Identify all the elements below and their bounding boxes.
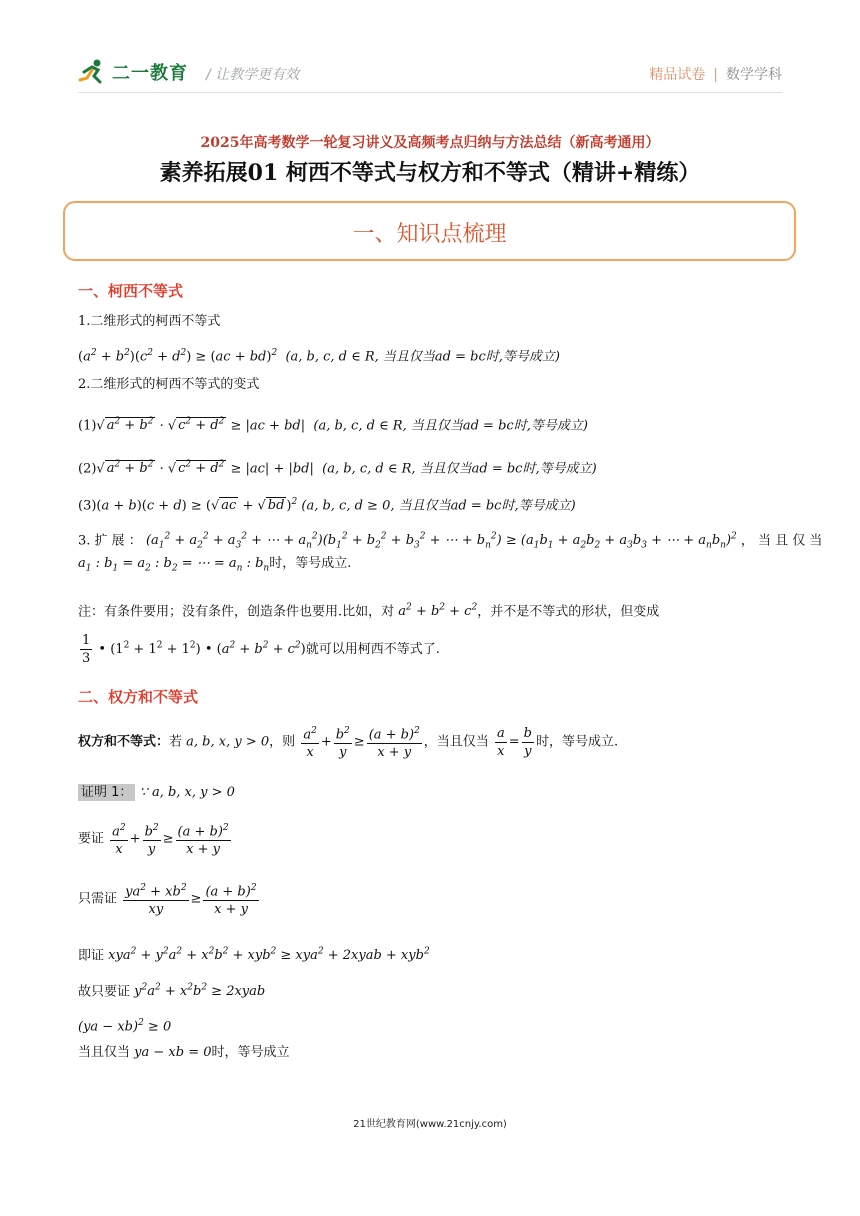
formula-condition: (a, b, c, d ∈ R, 当且仅当ad = bc时,等号成立) bbox=[285, 349, 560, 365]
proof-step-1: 要证 $\frac{a^2}{x}$ + $\frac{b^2}{y}$ ≥ $\frac{(a + b)^2}{x + y}$ bbox=[78, 820, 233, 858]
item-3-line: 3. 扩 展 ： ($a_1^2 + a_2^2 + a_3^2$ + ⋯ + $a_n^2)(b_1^2 + b_2^2 + b_3^2$ + ⋯ + $b_n^2) \ge (a_1b_1 + a_2b_2 + a_3b_3$ + ⋯ + $a_nb_n)^2$ ， 当 且 仅 当 bbox=[78, 532, 823, 551]
section-banner bbox=[63, 201, 796, 261]
proof-step-4: 故只要证 $y^2a^2 + x^2b^2$ ≥ 2xyab bbox=[78, 983, 266, 1000]
power-sum-statement: 权方和不等式：若 a, b, x, y > 0，则 $\frac{a^2}{x}$ + $\frac{b^2}{y}$ ≥ $\frac{(a + b)^2}{x + y}$ ，当且仅当 $\frac{a}{x}$ = $\frac{b}{y}$ 时，等号成立. bbox=[78, 723, 618, 761]
note-line-1: 注：有条件要用；没有条件，创造条件也要用.比如，对 $a^2 + b^2 + c^2$，并不是不等式的形状，但变成 bbox=[78, 603, 660, 620]
proof-step-6-label: 当且仅当 bbox=[78, 1045, 131, 1060]
proof-step-3-label: 即证 bbox=[78, 948, 105, 964]
note-text-1: 注：有条件要用；没有条件，创造条件也要用.比如，对 bbox=[78, 604, 395, 620]
proof-step-6-tail: 时，等号成立 bbox=[211, 1045, 290, 1060]
slogan: / 让教学更有效 bbox=[206, 67, 300, 83]
note-text-2-tail: 就可以用柯西不等式了. bbox=[305, 642, 440, 657]
header-tag-a: 精品试卷 bbox=[649, 67, 706, 83]
header-separator: | bbox=[713, 67, 718, 83]
item-3-cond-text: 时，等号成立. bbox=[269, 556, 352, 571]
formula-condition: (a, b, c, d ∈ R, 当且仅当ad = bc时,等号成立) bbox=[322, 461, 597, 477]
item-3-condition: $a_1$ : $b_1 = a_2$ : $b_2$ = ⋯ = $a_n$ : $b_n$时，等号成立. bbox=[78, 556, 352, 574]
power-sum-when: ，当且仅当 bbox=[423, 734, 489, 750]
header-tag-b: 数学学科 bbox=[726, 67, 782, 83]
formula-variant-3: (3)(a + b)(c + d) ≥ (√ ac + √ bd )$^2$ (a, b, c, d ≥ 0, 当且仅当ad = bc时,等号成立) bbox=[78, 497, 576, 514]
item-3-label: 3. 扩 展 ： bbox=[78, 533, 142, 549]
page-footer: 21世纪教育网(www.21cnjy.com) bbox=[353, 1119, 507, 1130]
proof-step-6: 当且仅当 ya − xb = 0时，等号成立 bbox=[78, 1045, 290, 1060]
formula-condition: (a, b, c, d ≥ 0, 当且仅当ad = bc时,等号成立) bbox=[301, 498, 576, 514]
proof-step-2: 只需证 $\frac{ya^2 + xb^2}{xy}$ ≥ $\frac{(a + b)^2}{x + y}$ bbox=[78, 880, 261, 918]
power-sum-end: 时，等号成立. bbox=[535, 734, 619, 750]
power-sum-label: 权方和不等式： bbox=[78, 734, 170, 750]
document-title: 素养拓展01 柯西不等式与权方和不等式（精讲+精练） bbox=[159, 160, 701, 186]
proof-label: 证明 1： bbox=[78, 784, 135, 801]
proof-step-2-label: 只需证 bbox=[78, 891, 118, 907]
logo bbox=[78, 58, 188, 86]
document-subtitle: 2025年高考数学一轮复习讲义及高频考点归纳与方法总结（新高考通用） bbox=[200, 135, 660, 151]
proof-step-3: 即证 $xya^2 + y^2a^2 + x^2b^2 + xyb^2 \ge xya^2$ + 2xyab + xyb$^2$ bbox=[78, 947, 430, 964]
page-header bbox=[78, 54, 782, 92]
header-right bbox=[649, 64, 782, 84]
power-sum-then: ，则 bbox=[269, 734, 296, 750]
power-sum-if: 若 bbox=[169, 734, 183, 750]
formula-variant-2: (2)√ $a^2 + b^2$ · √ $c^2 + d^2 \ge |ac| + |bd|$ (a, b, c, d ∈ R, 当且仅当ad = bc时,等号成立) bbox=[78, 460, 597, 477]
item-1-heading: 1.二维形式的柯西不等式 bbox=[78, 314, 221, 329]
section-banner-title: 一、知识点梳理 bbox=[352, 222, 507, 247]
formula-condition: (a, b, c, d ∈ R, 当且仅当ad = bc时,等号成立) bbox=[313, 418, 588, 434]
header-divider bbox=[78, 92, 782, 93]
proof-header: 证明 1： ∵ a, b, x, y > 0 bbox=[78, 783, 235, 803]
item-2-heading: 2.二维形式的柯西不等式的变式 bbox=[78, 377, 260, 392]
proof-step-4-label: 故只要证 bbox=[78, 984, 131, 1000]
proof-step-5: (ya − xb)$^2$ ≥ 0 bbox=[78, 1018, 172, 1035]
section-heading-power-sum: 二、权方和不等式 bbox=[78, 688, 199, 706]
logo-text: 二一教育 bbox=[112, 63, 188, 84]
section-heading-cauchy: 一、柯西不等式 bbox=[78, 282, 184, 300]
runner-logo-icon bbox=[78, 58, 108, 86]
formula-cauchy-2d: $(a^2 + b^2)(c^2 + d^2) \ge (ac + bd)^2$ (a, b, c, d ∈ R, 当且仅当ad = bc时,等号成立) bbox=[78, 348, 560, 365]
proof-step-1-label: 要证 bbox=[78, 831, 105, 847]
item-3-tail: ， 当 且 仅 当 bbox=[740, 533, 823, 549]
formula-variant-1: (1)√ $a^2 + b^2$ · √ $c^2 + d^2 \ge |ac + bd|$ (a, b, c, d ∈ R, 当且仅当ad = bc时,等号成立) bbox=[78, 417, 588, 434]
note-line-2: $\frac{1}{3}$ • $(1^2 + 1^2 + 1^2)$ • $(a^2 + b^2 + c^2)$就可以用柯西不等式了. bbox=[82, 633, 440, 666]
note-text-1-tail: ，并不是不等式的形状，但变成 bbox=[477, 604, 660, 620]
